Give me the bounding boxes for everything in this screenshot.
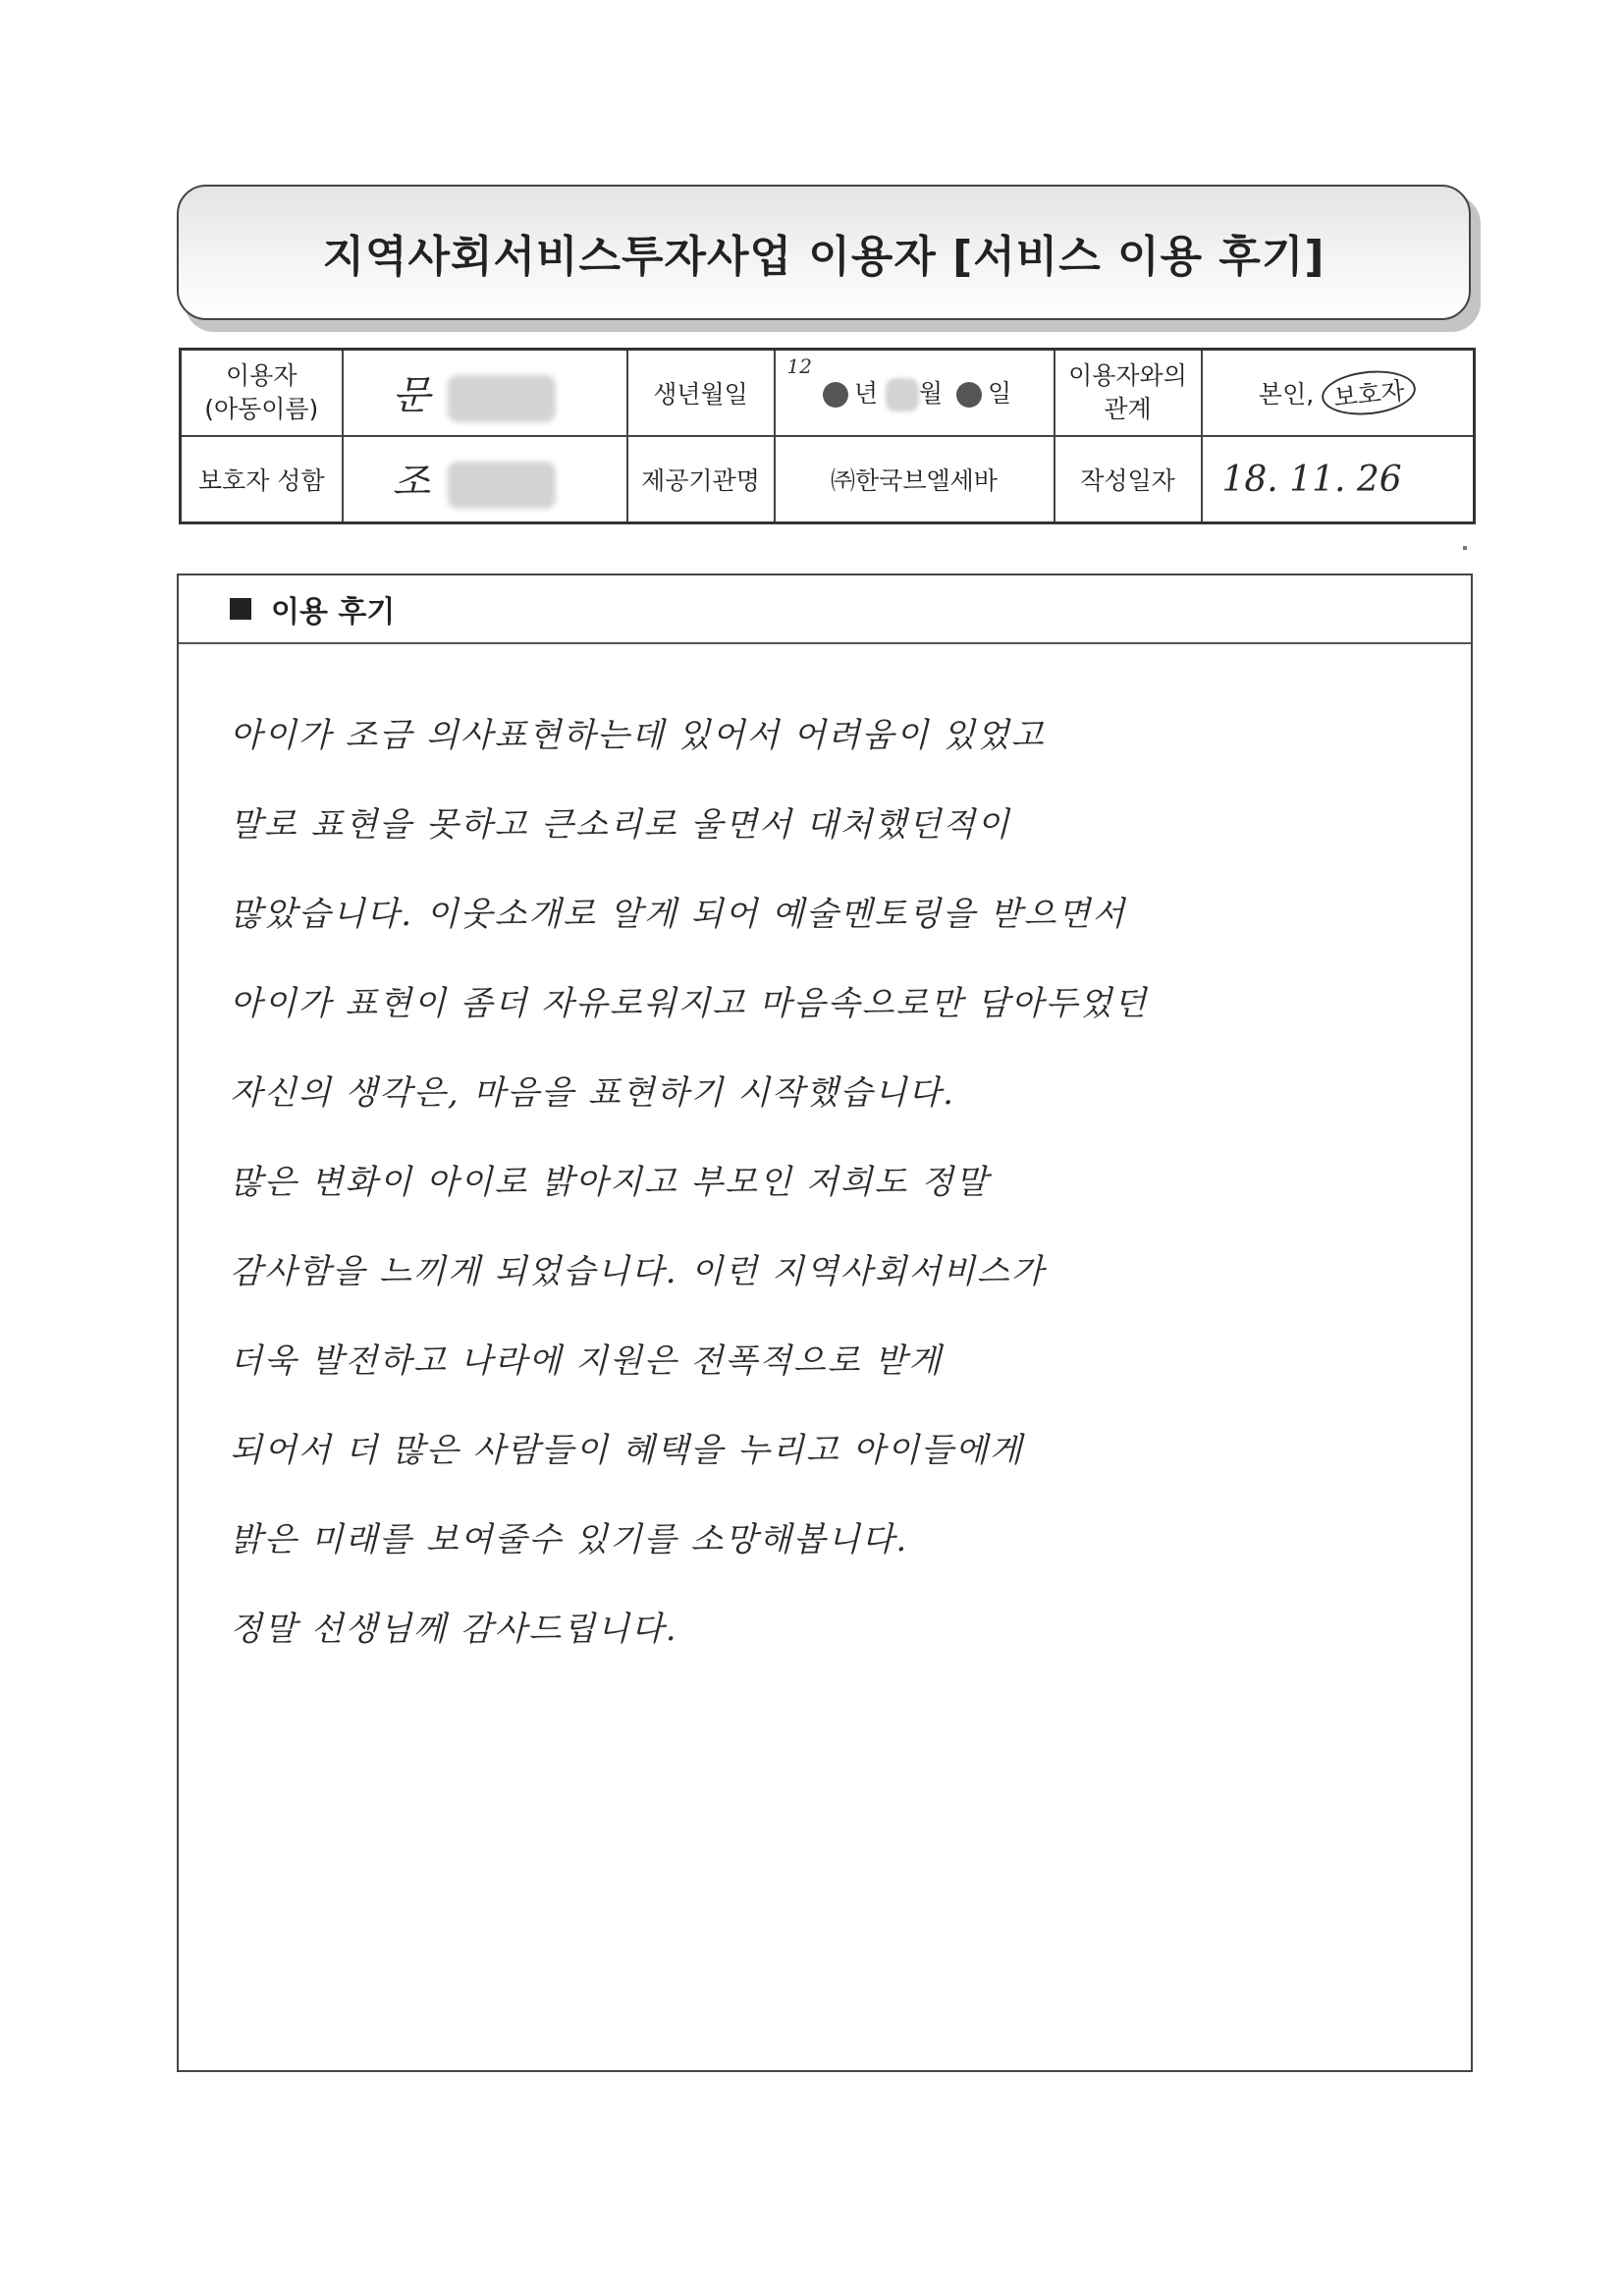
guardian-name-value: 조 <box>343 436 627 523</box>
dob-day-unit: 일 <box>988 379 1012 408</box>
review-line: 밝은 미래를 보여줄수 있기를 소망해봅니다. <box>230 1520 909 1559</box>
scribble-mark <box>956 382 982 408</box>
date-value: 18. 11. 26 <box>1202 436 1475 523</box>
title-banner <box>177 185 1471 320</box>
review-line: 되어서 더 많은 사람들이 혜택을 누리고 아이들에게 <box>230 1431 1024 1470</box>
square-bullet-icon <box>230 598 251 620</box>
dob-year-note: 12 <box>786 355 812 378</box>
review-line: 정말 선생님께 감사드립니다. <box>230 1610 678 1649</box>
redaction-mark <box>448 375 556 422</box>
dob-month-unit: 월 <box>918 379 944 408</box>
dob-year-unit: 년 <box>853 379 878 408</box>
user-info-table <box>179 348 1476 524</box>
form-title: 지역사회서비스투자사업 이용자 [서비스 이용 후기] <box>322 232 1325 282</box>
dob-value <box>775 350 1055 437</box>
scan-speck <box>1463 546 1467 550</box>
review-line: 자신의 생각은, 마음을 표현하기 시작했습니다. <box>230 1073 955 1113</box>
guardian-name-label: 보호자 성함 <box>181 436 343 523</box>
review-line: 많은 변화이 아이로 밝아지고 부모인 저희도 정말 <box>230 1163 990 1202</box>
review-header <box>179 575 1471 644</box>
user-name-value: 문 <box>343 350 627 437</box>
user-name-label: 이용자 (아동이름) <box>181 350 343 437</box>
relation-label: 이용자와의 관계 <box>1055 350 1202 437</box>
relation-value: 본인, 보호자 <box>1202 350 1475 437</box>
review-line: 말로 표현을 못하고 큰소리로 울면서 대처했던적이 <box>230 805 1011 845</box>
redaction-mark <box>448 462 556 509</box>
review-line: 아이가 조금 의사표현하는데 있어서 어려움이 있었고 <box>230 716 1046 755</box>
provider-value: ㈜한국브엘세바 <box>775 436 1055 523</box>
relation-guardian-circled: 보호자 <box>1320 366 1419 419</box>
date-label: 작성일자 <box>1055 436 1202 523</box>
provider-label: 제공기관명 <box>627 436 775 523</box>
table-row <box>181 350 1475 437</box>
redaction-mark <box>886 378 919 411</box>
review-heading: 이용 후기 <box>271 595 396 629</box>
scribble-mark <box>823 382 848 408</box>
table-row <box>181 436 1475 523</box>
review-text <box>230 691 1437 1674</box>
review-box <box>177 574 1473 2072</box>
review-line: 더욱 발전하고 나라에 지원은 전폭적으로 받게 <box>230 1341 944 1381</box>
review-line: 아이가 표현이 좀더 자유로워지고 마음속으로만 담아두었던 <box>230 984 1149 1023</box>
dob-label: 생년월일 <box>627 350 775 437</box>
review-line: 많았습니다. 이웃소개로 알게 되어 예술멘토링을 받으면서 <box>230 895 1127 934</box>
review-line: 감사함을 느끼게 되었습니다. 이런 지역사회서비스가 <box>230 1252 1046 1291</box>
